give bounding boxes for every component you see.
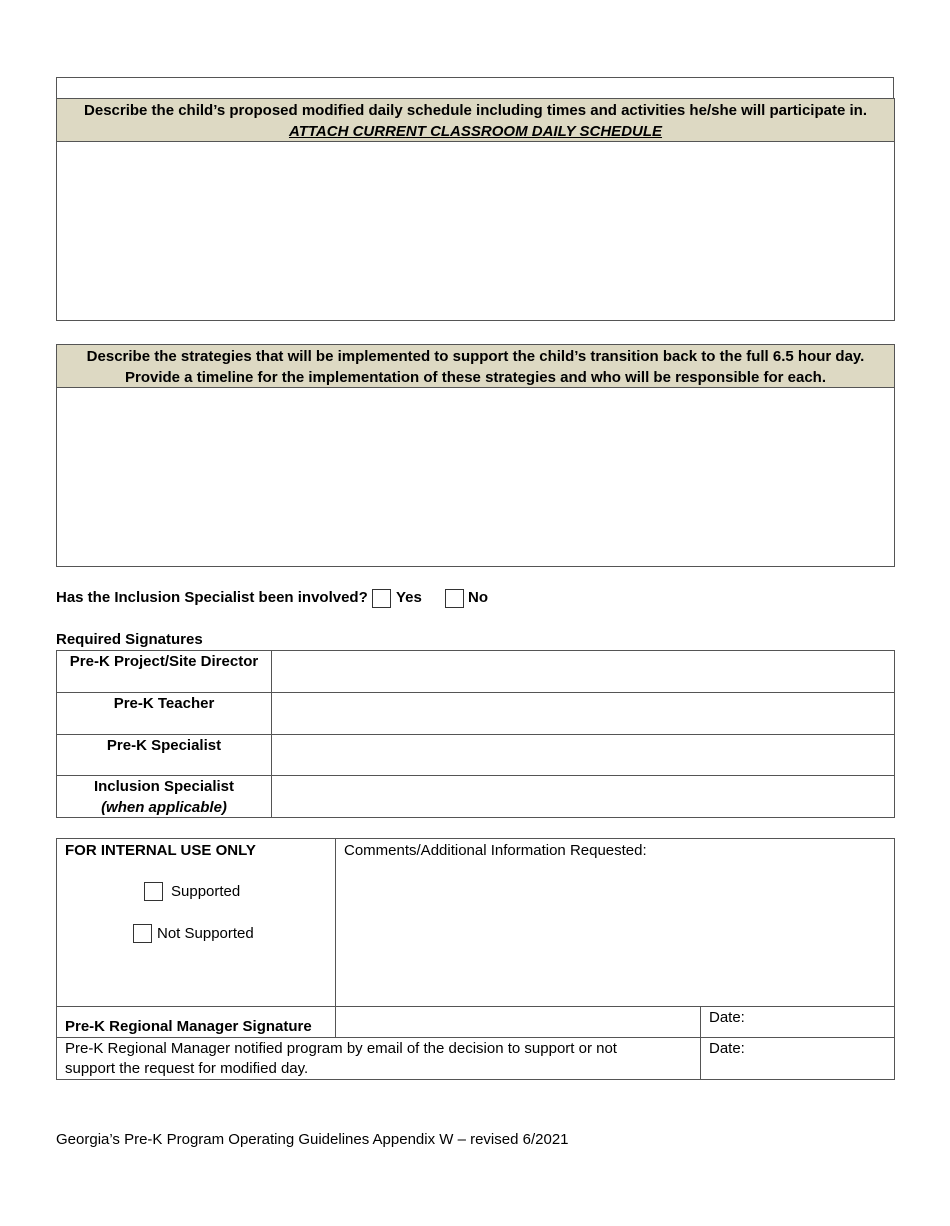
page-footer: Georgia’s Pre-K Program Operating Guidelines Appendix W – revised 6/2021 [56, 1131, 569, 1148]
schedule-header-line2: ATTACH CURRENT CLASSROOM DAILY SCHEDULE [288, 123, 663, 140]
schedule-header-line1: Describe the child’s proposed modified daily schedule including times and activities he/she will participate in. [84, 102, 867, 119]
inclusion-no-checkbox[interactable] [445, 589, 464, 608]
strategies-header [57, 345, 894, 388]
schedule-response-area[interactable] [57, 142, 894, 320]
signature-label-inclusion: Inclusion Specialist [93, 778, 235, 795]
strategies-section [56, 344, 895, 567]
inclusion-no-label: No [468, 589, 488, 606]
inclusion-question: Has the Inclusion Specialist been involved? [56, 589, 368, 606]
signature-field-director[interactable] [272, 651, 894, 692]
supported-label: Supported [171, 883, 241, 900]
comments-label: Comments/Additional Information Requested: [344, 842, 647, 859]
not-supported-label: Not Supported [157, 925, 254, 942]
manager-signature-field[interactable] [336, 1007, 700, 1037]
signature-field-inclusion[interactable] [272, 776, 894, 817]
signatures-title: Required Signatures [56, 631, 203, 648]
supported-checkbox[interactable] [144, 882, 163, 901]
schedule-header [57, 99, 894, 142]
signature-label-specialist: Pre-K Specialist [106, 737, 222, 754]
comments-field[interactable] [336, 865, 894, 1006]
signatures-table [56, 650, 895, 818]
signature-label-teacher: Pre-K Teacher [113, 695, 215, 712]
manager-signature-label: Pre-K Regional Manager Signature [65, 1018, 312, 1035]
signature-sublabel-inclusion: (when applicable) [101, 799, 227, 816]
signature-field-teacher[interactable] [272, 693, 894, 734]
top-empty-row [56, 77, 894, 99]
strategies-header-line2: Provide a timeline for the implementation of these strategies and who will be responsible for each. [125, 369, 826, 386]
signature-label-director: Pre-K Project/Site Director [69, 653, 259, 670]
internal-use-table [56, 838, 895, 1080]
manager-date-label: Date: [709, 1009, 745, 1026]
signature-field-specialist[interactable] [272, 735, 894, 775]
schedule-section [56, 98, 895, 321]
notification-date-label: Date: [709, 1040, 745, 1057]
inclusion-yes-label: Yes [396, 589, 422, 606]
not-supported-checkbox[interactable] [133, 924, 152, 943]
notification-text: Pre-K Regional Manager notified program by email of the decision to support or not support the request for modified day. [65, 1040, 617, 1077]
inclusion-yes-checkbox[interactable] [372, 589, 391, 608]
strategies-header-line1: Describe the strategies that will be implemented to support the child’s transition back to the full 6.5 hour day. [86, 348, 865, 365]
internal-use-title: FOR INTERNAL USE ONLY [65, 842, 256, 859]
strategies-response-area[interactable] [57, 388, 894, 566]
